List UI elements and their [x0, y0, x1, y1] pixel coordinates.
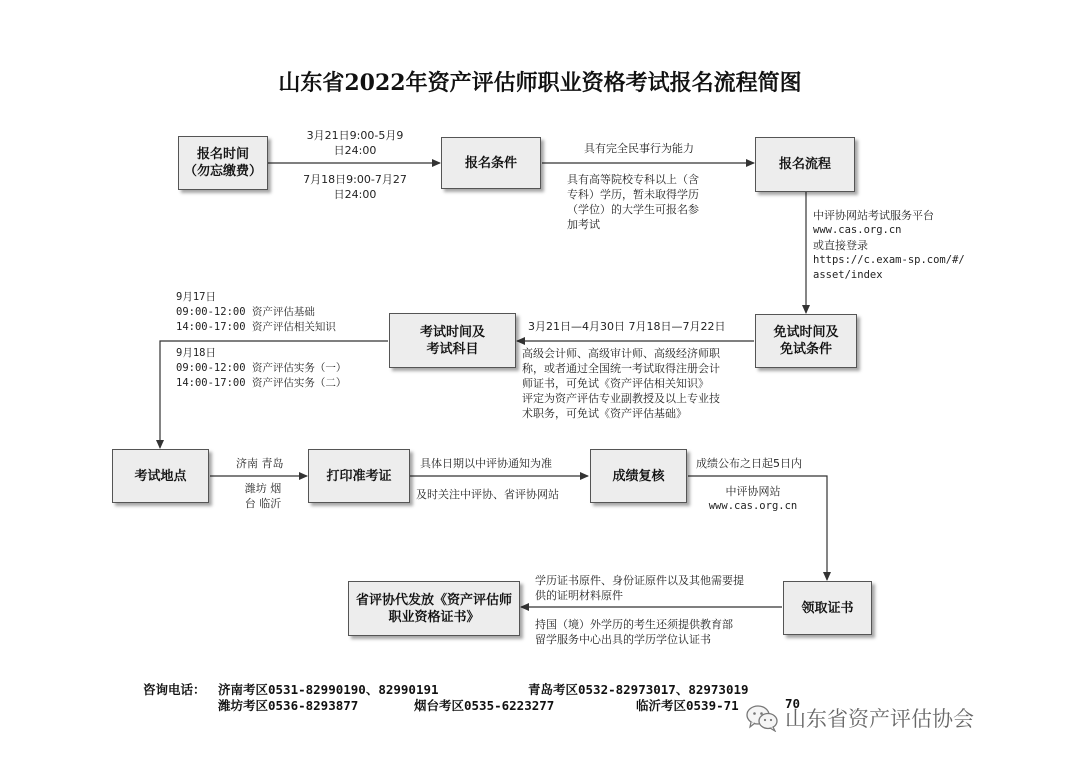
label-time2-line1: 7月18日9:00-7月27 — [303, 173, 407, 186]
label-foreign-degree — [535, 617, 733, 647]
label-platform-line3: 或直接登录 — [813, 239, 868, 252]
box-registration-time — [178, 136, 268, 190]
box-exam-time-line1: 考试时间及 — [419, 324, 485, 340]
wechat-icon — [745, 704, 779, 732]
label-time1-line2: 日24:00 — [333, 144, 377, 157]
label-platform — [813, 208, 965, 283]
label-review-site-url: www.cas.org.cn — [708, 500, 798, 512]
box-location-label: 考试地点 — [134, 468, 187, 484]
label-exemption-dates: 3月21日—4月30日 7月18日—7月22日 — [528, 320, 726, 333]
box-process-label: 报名流程 — [778, 157, 831, 172]
contact-linyi-tail: 70 — [785, 696, 801, 711]
box-print-ticket-label: 打印准考证 — [326, 468, 392, 484]
label-platform-line1: 中评协网站考试服务平台 — [813, 209, 934, 222]
label-schedule-day2 — [176, 346, 346, 391]
label-education-line1: 具有高等院校专科以上（含 — [567, 173, 699, 186]
box-process — [755, 137, 855, 192]
box-registration-time-line1: 报名时间 — [196, 147, 249, 162]
box-exam-time — [389, 313, 516, 368]
label-documents — [535, 573, 744, 603]
label-education-line4: 加考试 — [567, 218, 600, 231]
box-issue-line2: 职业资格证书》 — [388, 609, 480, 625]
label-day1-pm: 14:00-17:00 资产评估相关知识 — [176, 321, 336, 333]
box-exemption-line1: 免试时间及 — [773, 325, 839, 340]
box-conditions-label: 报名条件 — [464, 155, 517, 171]
box-score-review — [590, 449, 687, 503]
label-foreign-line1: 持国（境）外学历的考生还须提供教育部 — [535, 618, 733, 631]
label-day2-date: 9月18日 — [176, 347, 216, 359]
label-cities2-line2: 台 临沂 — [244, 497, 282, 510]
box-certificate — [783, 581, 872, 635]
label-time-period-1 — [290, 128, 420, 158]
label-civil-capacity: 具有完全民事行为能力 — [584, 142, 694, 155]
contact-qingdao: 青岛考区0532-82973017、82973019 — [528, 682, 749, 697]
label-day1-date: 9月17日 — [176, 291, 216, 303]
label-review-window: 成绩公布之日起5日内 — [696, 457, 802, 470]
label-exemption-line4: 评定为资产评估专业副教授及以上专业技 — [522, 392, 720, 405]
box-score-review-label: 成绩复核 — [612, 468, 665, 484]
label-time-period-2 — [290, 172, 420, 202]
contact-jinan: 济南考区0531-82990190、82990191 — [218, 682, 439, 697]
label-time1-line1: 3月21日9:00-5月9 — [306, 129, 404, 142]
watermark-text: 山东省资产评估协会 — [785, 707, 974, 731]
contact-yantai: 烟台考区0535-6223277 — [414, 698, 555, 713]
label-time2-line2: 日24:00 — [333, 188, 377, 201]
label-notice-websites: 及时关注中评协、省评协网站 — [416, 488, 559, 501]
label-day2-am: 09:00-12:00 资产评估实务（一） — [176, 362, 347, 374]
label-exemption-line2: 称，或者通过全国统一考试取得注册会计 — [522, 362, 720, 375]
label-platform-url2: https://c.exam-sp.com/#/ — [813, 254, 965, 266]
box-exam-time-line2: 考试科目 — [426, 341, 479, 357]
label-documents-line2: 供的证明材料原件 — [535, 589, 623, 602]
watermark — [745, 703, 974, 733]
label-exemption-line1: 高级会计师、高级审计师、高级经济师职 — [522, 347, 720, 360]
label-exemption-conditions — [522, 346, 720, 421]
label-platform-url: www.cas.org.cn — [813, 224, 902, 236]
label-cities-1: 济南 青岛 — [236, 457, 284, 470]
label-cities-2 — [228, 481, 298, 511]
box-location — [112, 449, 209, 503]
label-cities2-line1: 潍坊 烟 — [244, 482, 282, 495]
page-title: 山东省2022年资产评估师职业资格考试报名流程简图 — [278, 70, 802, 96]
label-education-line3: （学位）的大学生可报名参 — [567, 203, 699, 216]
box-issue-certificate — [348, 581, 520, 636]
label-platform-url3: asset/index — [813, 269, 883, 281]
box-print-ticket — [308, 449, 410, 503]
label-exemption-line5: 术职务，可免试《资产评估基础》 — [522, 407, 687, 420]
label-education-line2: 专科）学历，暂未取得学历 — [567, 188, 699, 201]
contact-linyi: 临沂考区0539-71 — [636, 698, 739, 713]
label-review-site — [688, 484, 818, 514]
box-conditions — [441, 137, 541, 189]
box-issue-line1: 省评协代发放《资产评估师 — [355, 592, 512, 608]
box-registration-time-line2: （勿忘缴费） — [183, 164, 262, 179]
contact-weifang: 潍坊考区0536-8293877 — [218, 698, 359, 713]
contact-label: 咨询电话： — [143, 682, 206, 697]
label-exemption-line3: 师证书，可免试《资产评估相关知识》 — [522, 377, 709, 390]
label-foreign-line2: 留学服务中心出具的学历学位认证书 — [535, 633, 711, 646]
label-day1-am: 09:00-12:00 资产评估基础 — [176, 306, 315, 318]
label-documents-line1: 学历证书原件、身份证原件以及其他需要提 — [535, 574, 744, 587]
label-education — [567, 172, 699, 232]
box-exemption-line2: 免试条件 — [779, 342, 832, 357]
box-certificate-label: 领取证书 — [801, 600, 854, 616]
label-schedule-day1 — [176, 290, 336, 335]
box-exemption — [755, 314, 857, 368]
label-day2-pm: 14:00-17:00 资产评估实务（二） — [176, 377, 347, 389]
label-review-site-line1: 中评协网站 — [725, 485, 781, 498]
label-notice-date: 具体日期以中评协通知为准 — [420, 457, 552, 470]
